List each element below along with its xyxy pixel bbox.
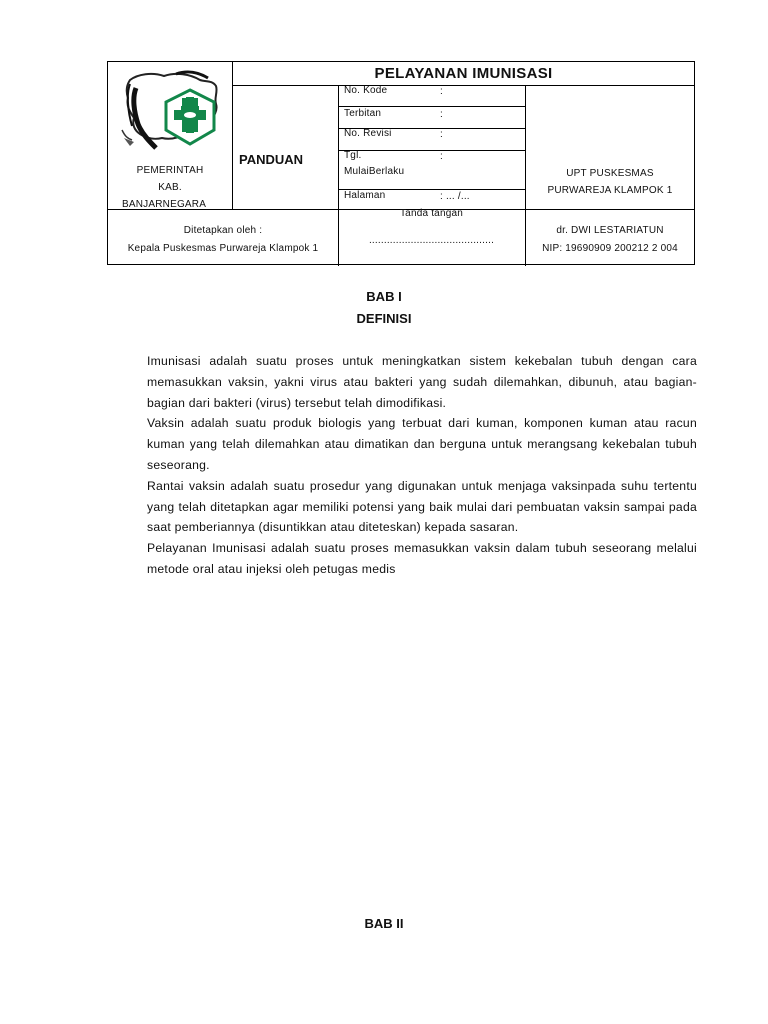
field-halaman: Halaman bbox=[344, 190, 386, 201]
field-no-kode: No. Kode bbox=[344, 85, 388, 96]
unit-line: PURWAREJA KLAMPOK 1 bbox=[547, 185, 673, 196]
field-halaman-value: : ... /... bbox=[440, 191, 470, 202]
banjarnegara-logo bbox=[116, 68, 232, 160]
org-line: PEMERINTAH bbox=[136, 165, 204, 176]
chapter-subtitle: DEFINISI bbox=[356, 311, 412, 326]
divider bbox=[232, 85, 695, 86]
paragraph: Pelayanan Imunisasi adalah suatu proses memasukkan vaksin dalam tubuh seseorang melalui metode oral atau injeksi oleh petugas medis bbox=[147, 541, 697, 576]
paragraph: Imunisasi adalah suatu proses untuk meningkatkan sistem kekebalan tubuh dengan cara memasukkan vaksin, yakni virus atau bakteri yang sudah dilemahkan, dibunuh, atau bagian-bagian dari bakteri (virus) tersebut telah dimodifikasi. bbox=[147, 354, 697, 410]
document-title: PELAYANAN IMUNISASI bbox=[374, 65, 553, 82]
document-type: PANDUAN bbox=[239, 152, 304, 167]
field-tgl: Tgl. bbox=[344, 150, 362, 161]
unit-line: UPT PUSKESMAS bbox=[566, 168, 654, 179]
chapter-title: BAB II bbox=[364, 916, 404, 931]
official-nip: NIP: 19690909 200212 2 004 bbox=[542, 243, 678, 254]
field-colon: : bbox=[440, 151, 443, 162]
field-mulai-berlaku: MulaiBerlaku bbox=[344, 166, 405, 177]
org-line: KAB. bbox=[158, 182, 182, 193]
field-colon: : bbox=[440, 129, 443, 140]
field-terbitan: Terbitan bbox=[344, 108, 382, 119]
org-line: BANJARNEGARA bbox=[122, 199, 207, 210]
paragraph: Vaksin adalah suatu produk biologis yang terbuat dari kuman, komponen kuman atau racun kuman yang telah dilemahkan atau dimatikan dan berguna untuk merangsang kekebalan tubuh seseorang. bbox=[147, 416, 697, 472]
chapter-title: BAB I bbox=[366, 289, 402, 304]
ditetapkan-by: Kepala Puskesmas Purwareja Klampok 1 bbox=[127, 243, 319, 254]
field-no-revisi: No. Revisi bbox=[344, 128, 392, 139]
field-colon: : bbox=[440, 109, 443, 120]
signature-line: .......................................... bbox=[368, 235, 495, 246]
definition-body bbox=[147, 351, 697, 580]
divider bbox=[338, 150, 525, 151]
ditetapkan-label: Ditetapkan oleh : bbox=[183, 225, 263, 236]
field-colon: : bbox=[440, 86, 443, 97]
official-name: dr. DWI LESTARIATUN bbox=[556, 225, 664, 236]
divider bbox=[338, 106, 525, 107]
document-header-table bbox=[107, 61, 695, 265]
signature-label: Tanda tangan bbox=[399, 208, 463, 219]
paragraph: Rantai vaksin adalah suatu prosedur yang digunakan untuk menjaga vaksinpada suhu tertentu yang telah ditetapkan agar memiliki potensi yang baik mulai dari pembuatan vaksin sampai pada saat pemberiannya (disuntikkan atau diteteskan) kepada sasaran. bbox=[147, 478, 697, 535]
